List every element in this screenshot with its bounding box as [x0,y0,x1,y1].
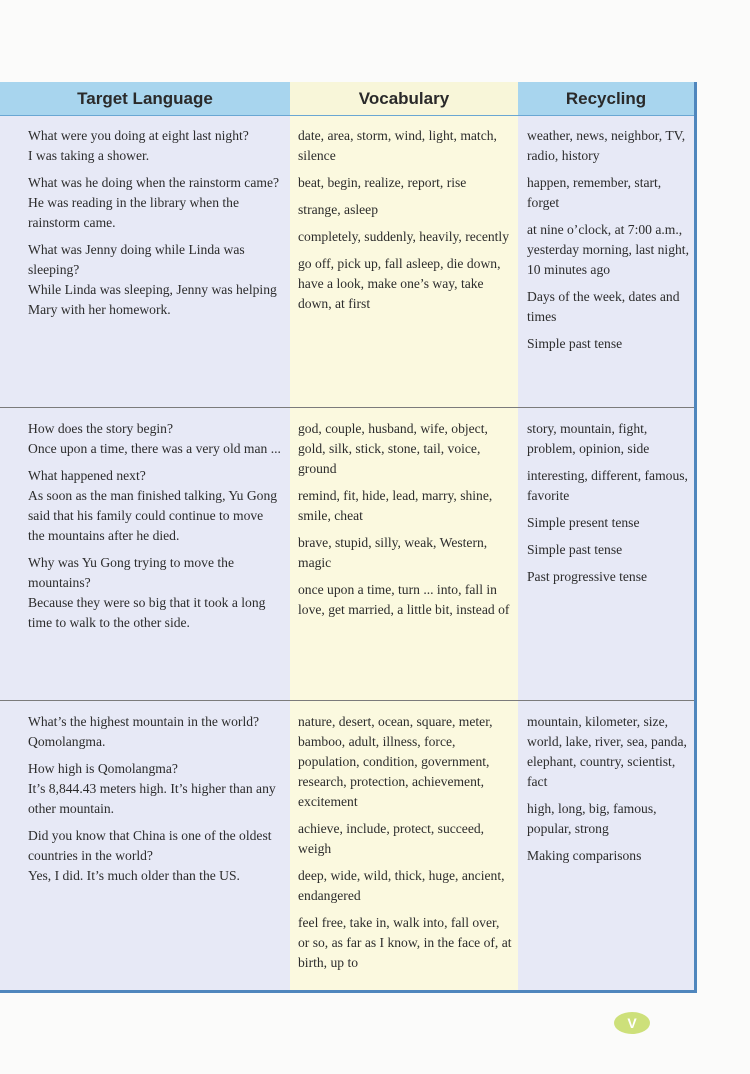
target-entry: How high is Qomolangma? It’s 8,844.43 meters high. It’s higher than any other mountain. [28,761,276,816]
vocab-entry: brave, stupid, silly, weak, Western, magic [298,535,488,570]
recycling-entry: Past progressive tense [527,569,648,584]
vocab-entry: go off, pick up, fall asleep, die down, have a look, make one’s way, take down, at first [298,256,501,311]
recycling-entry: at nine o’clock, at 7:00 a.m., yesterday morning, last night, 10 minutes ago [527,222,689,277]
header-recycling: Recycling [518,82,694,116]
row-divider [0,407,694,408]
row-2-recycling-cell [527,419,692,594]
recycling-entry: weather, news, neighbor, TV, radio, history [527,128,686,163]
vocab-entry: feel free, take in, walk into, fall over, or so, as far as I know, in the face of, at birth, up to [298,915,512,970]
recycling-entry: mountain, kilometer, size, world, lake, river, sea, panda, elephant, country, scientist, fact [527,714,687,789]
row-1-target-cell [28,126,283,327]
vocab-entry: beat, begin, realize, report, rise [298,175,467,190]
vocab-entry: completely, suddenly, heavily, recently [298,229,510,244]
recycling-entry: story, mountain, fight, problem, opinion, side [527,421,650,456]
target-entry: What’s the highest mountain in the world? Qomolangma. [28,714,260,749]
target-entry: How does the story begin? Once upon a time, there was a very old man ... [28,421,281,456]
row-1-vocab-cell [298,126,513,321]
page-number-badge: V [614,1012,650,1034]
row-2-vocab-cell [298,419,513,627]
target-entry: Did you know that China is one of the oldest countries in the world? Yes, I did. It’s much older than the US. [28,828,272,883]
recycling-entry: Days of the week, dates and times [527,289,680,324]
row-3-vocab-cell [298,712,513,980]
row-1-recycling-cell [527,126,692,361]
recycling-entry: Simple present tense [527,515,640,530]
target-entry: Why was Yu Gong trying to move the mountains? Because they were so big that it took a long time to walk to the other side. [28,555,266,630]
recycling-entry: happen, remember, start, forget [527,175,662,210]
vocab-entry: achieve, include, protect, succeed, weigh [298,821,485,856]
vocab-entry: remind, fit, hide, lead, marry, shine, smile, cheat [298,488,493,523]
target-entry: What happened next? As soon as the man finished talking, Yu Gong said that his family could continue to move the mountains after he died. [28,468,278,543]
recycling-entry: Simple past tense [527,336,623,351]
vocab-entry: date, area, storm, wind, light, match, silence [298,128,497,163]
review-table [0,82,697,993]
vocab-entry: god, couple, husband, wife, object, gold, silk, stick, stone, tail, voice, ground [298,421,488,476]
row-2-target-cell [28,419,283,640]
row-3-recycling-cell [527,712,692,873]
recycling-entry: high, long, big, famous, popular, strong [527,801,657,836]
recycling-entry: Making comparisons [527,848,642,863]
target-entry: What was he doing when the rainstorm came? He was reading in the library when the rainstorm came. [28,175,280,230]
row-divider [0,700,694,701]
row-3-target-cell [28,712,283,893]
vocab-entry: nature, desert, ocean, square, meter, bamboo, adult, illness, force, population, condition, government, research, protection, achievement, excitement [298,714,493,809]
header-vocabulary: Vocabulary [290,82,518,116]
recycling-entry: Simple past tense [527,542,623,557]
target-entry: What was Jenny doing while Linda was sleeping? While Linda was sleeping, Jenny was helping Mary with her homework. [28,242,277,317]
header-target-language: Target Language [0,82,290,116]
vocab-entry: strange, asleep [298,202,379,217]
vocab-entry: deep, wide, wild, thick, huge, ancient, endangered [298,868,505,903]
vocab-entry: once upon a time, turn ... into, fall in love, get married, a little bit, instead of [298,582,510,617]
recycling-entry: interesting, different, famous, favorite [527,468,688,503]
target-entry: What were you doing at eight last night? I was taking a shower. [28,128,249,163]
